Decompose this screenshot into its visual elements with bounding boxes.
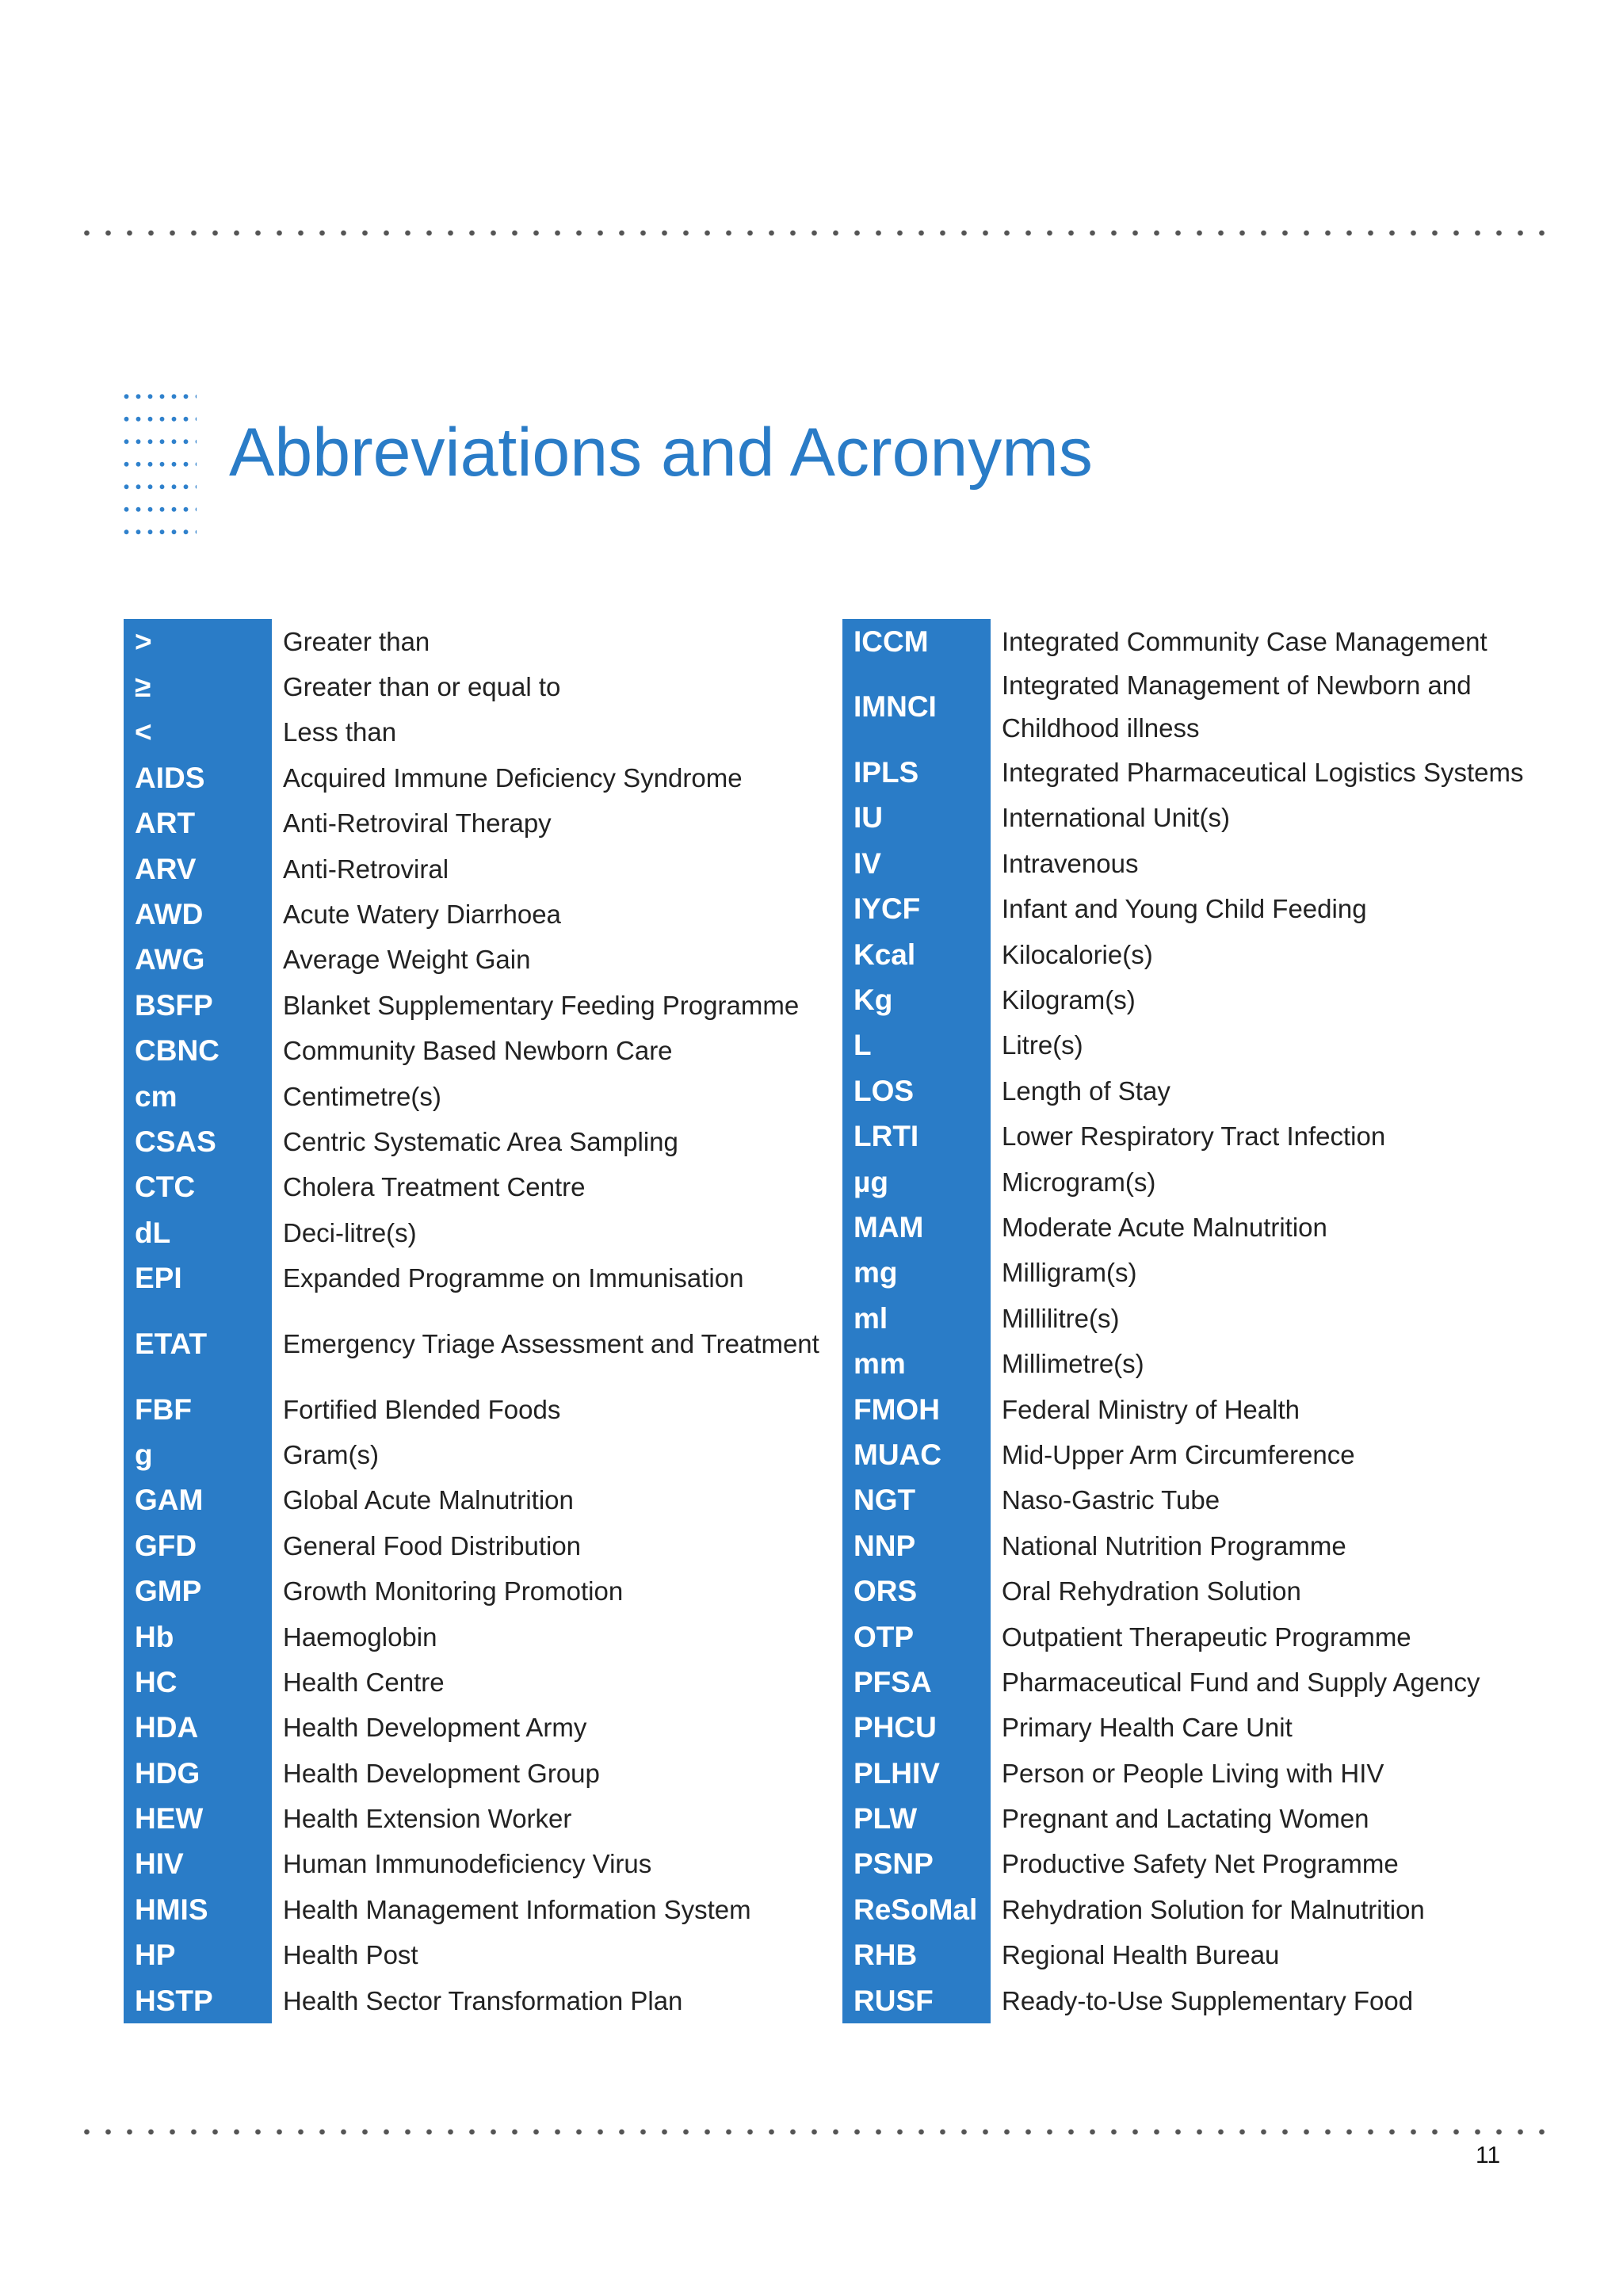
abbreviation-definition: Milligram(s) bbox=[1002, 1258, 1137, 1288]
abbreviation-term: mg bbox=[842, 1251, 991, 1296]
abbreviation-term: ART bbox=[124, 801, 272, 846]
abbreviation-term: > bbox=[124, 619, 272, 664]
abbreviation-definition: Pregnant and Lactating Women bbox=[1002, 1804, 1369, 1834]
abbreviation-term: HIV bbox=[124, 1842, 272, 1887]
glossary-row bbox=[124, 1842, 845, 1887]
glossary-row bbox=[124, 1029, 845, 1074]
glossary-row bbox=[124, 755, 845, 800]
abbreviation-definition: Health Development Group bbox=[283, 1758, 600, 1788]
abbreviation-term: L bbox=[842, 1023, 991, 1068]
abbreviation-definition: Productive Safety Net Programme bbox=[1002, 1849, 1399, 1879]
glossary-row bbox=[842, 1023, 1564, 1068]
abbreviation-term: HP bbox=[124, 1933, 272, 1978]
abbreviation-definition: Greater than or equal to bbox=[283, 672, 561, 702]
abbreviation-term: RHB bbox=[842, 1933, 991, 1978]
glossary-row bbox=[124, 983, 845, 1028]
abbreviation-term: GMP bbox=[124, 1568, 272, 1614]
abbreviation-term: GAM bbox=[124, 1478, 272, 1523]
glossary-row bbox=[842, 1614, 1564, 1660]
glossary-row bbox=[842, 1660, 1564, 1705]
abbreviation-term: AWD bbox=[124, 892, 272, 937]
abbreviation-term: PHCU bbox=[842, 1706, 991, 1751]
abbreviation-term: NGT bbox=[842, 1478, 991, 1523]
glossary-row bbox=[124, 1751, 845, 1796]
abbreviation-term: dL bbox=[124, 1210, 272, 1255]
abbreviation-term: < bbox=[124, 710, 272, 755]
glossary-row bbox=[842, 1341, 1564, 1386]
abbreviation-term: µg bbox=[842, 1159, 991, 1205]
abbreviation-definition: Gram(s) bbox=[283, 1439, 379, 1469]
abbreviation-definition: Oral Rehydration Solution bbox=[1002, 1576, 1301, 1606]
abbreviation-definition: Fortified Blended Foods bbox=[283, 1394, 561, 1424]
glossary-row bbox=[842, 1933, 1564, 1978]
glossary-row bbox=[842, 1796, 1564, 1841]
abbreviation-term: CTC bbox=[124, 1165, 272, 1210]
abbreviation-definition: International Unit(s) bbox=[1002, 803, 1230, 833]
glossary-row bbox=[842, 1159, 1564, 1205]
abbreviation-term: ReSoMal bbox=[842, 1887, 991, 1932]
abbreviation-definition: Litre(s) bbox=[1002, 1030, 1083, 1060]
abbreviation-definition: Integrated Community Case Management bbox=[1002, 626, 1487, 656]
abbreviation-definition: Cholera Treatment Centre bbox=[283, 1172, 586, 1202]
glossary-row bbox=[124, 892, 845, 937]
glossary-row bbox=[124, 1614, 845, 1660]
abbreviation-term: IU bbox=[842, 796, 991, 841]
abbreviation-definition: Rehydration Solution for Malnutrition bbox=[1002, 1894, 1425, 1924]
abbreviation-definition: Health Development Army bbox=[283, 1713, 587, 1743]
abbreviation-term: NNP bbox=[842, 1523, 991, 1568]
glossary-row bbox=[124, 1255, 845, 1301]
abbreviation-definition: Human Immunodeficiency Virus bbox=[283, 1849, 652, 1879]
abbreviation-term: HSTP bbox=[124, 1978, 272, 2023]
abbreviation-term: LRTI bbox=[842, 1114, 991, 1159]
abbreviation-term: HC bbox=[124, 1660, 272, 1705]
glossary-row bbox=[124, 1165, 845, 1210]
abbreviation-definition: Health Centre bbox=[283, 1667, 445, 1697]
glossary-row bbox=[124, 1706, 845, 1751]
bottom-dotted-divider bbox=[76, 2129, 1547, 2135]
abbreviation-term: AIDS bbox=[124, 755, 272, 800]
abbreviation-term: GFD bbox=[124, 1523, 272, 1568]
abbreviation-term: ml bbox=[842, 1296, 991, 1341]
abbreviation-term: MUAC bbox=[842, 1432, 991, 1477]
abbreviation-definition: Acquired Immune Deficiency Syndrome bbox=[283, 762, 743, 793]
glossary-row bbox=[842, 1432, 1564, 1477]
glossary-row bbox=[842, 1387, 1564, 1432]
abbreviation-term: Kg bbox=[842, 977, 991, 1022]
glossary-row bbox=[842, 1068, 1564, 1114]
glossary-row bbox=[842, 1114, 1564, 1159]
abbreviation-term: Hb bbox=[124, 1614, 272, 1660]
abbreviation-definition: Health Post bbox=[283, 1940, 418, 1970]
glossary-row bbox=[124, 619, 845, 664]
glossary-row bbox=[842, 1978, 1564, 2023]
abbreviation-term: HDG bbox=[124, 1751, 272, 1796]
glossary-row bbox=[124, 1119, 845, 1164]
abbreviation-definition: Blanket Supplementary Feeding Programme bbox=[283, 990, 800, 1020]
abbreviation-term: PLHIV bbox=[842, 1751, 991, 1796]
abbreviation-definition: Regional Health Bureau bbox=[1002, 1940, 1280, 1970]
abbreviation-definition: Less than bbox=[283, 717, 397, 747]
top-dotted-divider bbox=[76, 230, 1547, 236]
abbreviation-term: MAM bbox=[842, 1205, 991, 1250]
glossary-row bbox=[124, 1568, 845, 1614]
glossary-row bbox=[124, 801, 845, 846]
abbreviation-definition: Microgram(s) bbox=[1002, 1167, 1156, 1197]
abbreviation-definition: Millilitre(s) bbox=[1002, 1303, 1120, 1333]
abbreviation-term: HEW bbox=[124, 1796, 272, 1841]
glossary-row bbox=[124, 1478, 845, 1523]
glossary-row bbox=[842, 1523, 1564, 1568]
glossary-row bbox=[842, 1205, 1564, 1250]
abbreviation-term: CBNC bbox=[124, 1029, 272, 1074]
glossary-row bbox=[124, 1210, 845, 1255]
glossary-row bbox=[842, 977, 1564, 1022]
glossary-row bbox=[842, 1251, 1564, 1296]
glossary-row bbox=[842, 664, 1564, 750]
glossary-row bbox=[842, 1887, 1564, 1932]
abbreviation-term: IV bbox=[842, 841, 991, 886]
abbreviation-definition: Federal Ministry of Health bbox=[1002, 1394, 1300, 1424]
abbreviation-definition: Haemoglobin bbox=[283, 1622, 437, 1652]
abbreviation-term: FMOH bbox=[842, 1387, 991, 1432]
abbreviation-term: PFSA bbox=[842, 1660, 991, 1705]
abbreviation-definition: Primary Health Care Unit bbox=[1002, 1713, 1293, 1743]
abbreviation-definition: Person or People Living with HIV bbox=[1002, 1758, 1384, 1788]
abbreviation-term: ORS bbox=[842, 1568, 991, 1614]
abbreviation-term: RUSF bbox=[842, 1978, 991, 2023]
abbreviation-definition: Health Extension Worker bbox=[283, 1804, 572, 1834]
abbreviation-definition: General Food Distribution bbox=[283, 1530, 582, 1561]
glossary-row bbox=[124, 1523, 845, 1568]
abbreviation-term: LOS bbox=[842, 1068, 991, 1114]
glossary-row bbox=[842, 1842, 1564, 1887]
abbreviation-definition: Greater than bbox=[283, 626, 430, 656]
abbreviation-definition: Kilocalorie(s) bbox=[1002, 939, 1153, 969]
glossary-row bbox=[842, 932, 1564, 977]
abbreviation-definition: Intravenous bbox=[1002, 848, 1139, 878]
abbreviation-term: IPLS bbox=[842, 750, 991, 795]
glossary-row bbox=[124, 1432, 845, 1477]
abbreviation-definition: Health Management Information System bbox=[283, 1894, 751, 1924]
abbreviation-definition: Ready-to-Use Supplementary Food bbox=[1002, 1985, 1414, 2015]
glossary-row bbox=[124, 1887, 845, 1932]
glossary-row bbox=[842, 841, 1564, 886]
glossary-row bbox=[124, 938, 845, 983]
glossary-row bbox=[842, 796, 1564, 841]
abbreviation-term: HMIS bbox=[124, 1887, 272, 1932]
abbreviation-definition: Average Weight Gain bbox=[283, 945, 531, 975]
glossary-row bbox=[124, 1933, 845, 1978]
abbreviation-term: ETAT bbox=[124, 1301, 272, 1387]
abbreviation-term: ≥ bbox=[124, 664, 272, 709]
abbreviation-term: PLW bbox=[842, 1796, 991, 1841]
abbreviation-term: HDA bbox=[124, 1706, 272, 1751]
abbreviation-definition: Integrated Management of Newborn and Childhood illness bbox=[1002, 670, 1472, 743]
abbreviation-term: CSAS bbox=[124, 1119, 272, 1164]
abbreviation-term: IYCF bbox=[842, 887, 991, 932]
glossary-row bbox=[124, 1074, 845, 1119]
abbreviation-term: EPI bbox=[124, 1255, 272, 1301]
abbreviation-definition: Infant and Young Child Feeding bbox=[1002, 894, 1367, 924]
abbreviation-definition: Emergency Triage Assessment and Treatment bbox=[283, 1328, 819, 1358]
abbreviation-term: BSFP bbox=[124, 983, 272, 1028]
glossary-row bbox=[842, 1751, 1564, 1796]
abbreviation-definition: Centimetre(s) bbox=[283, 1081, 441, 1111]
abbreviation-term: ARV bbox=[124, 846, 272, 892]
glossary-row bbox=[842, 1706, 1564, 1751]
glossary-row bbox=[842, 887, 1564, 932]
abbreviation-definition: Expanded Programme on Immunisation bbox=[283, 1263, 744, 1293]
abbreviation-definition: Anti-Retroviral bbox=[283, 854, 449, 884]
glossary-row bbox=[124, 1301, 845, 1387]
glossary-row bbox=[842, 619, 1564, 664]
abbreviation-term: ICCM bbox=[842, 619, 991, 664]
abbreviation-definition: National Nutrition Programme bbox=[1002, 1530, 1346, 1561]
abbreviations-column-left bbox=[124, 619, 845, 2023]
abbreviation-term: FBF bbox=[124, 1387, 272, 1432]
abbreviation-term: Kcal bbox=[842, 932, 991, 977]
abbreviation-term: cm bbox=[124, 1074, 272, 1119]
abbreviation-term: AWG bbox=[124, 938, 272, 983]
glossary-row bbox=[124, 1796, 845, 1841]
abbreviation-term: g bbox=[124, 1432, 272, 1477]
abbreviation-definition: Health Sector Transformation Plan bbox=[283, 1985, 683, 2015]
abbreviation-definition: Moderate Acute Malnutrition bbox=[1002, 1212, 1327, 1242]
abbreviation-term: PSNP bbox=[842, 1842, 991, 1887]
abbreviation-definition: Kilogram(s) bbox=[1002, 985, 1136, 1015]
abbreviation-term: OTP bbox=[842, 1614, 991, 1660]
page-number: 11 bbox=[1476, 2142, 1501, 2168]
abbreviation-definition: Length of Stay bbox=[1002, 1075, 1170, 1106]
abbreviation-definition: Millimetre(s) bbox=[1002, 1349, 1144, 1379]
abbreviations-column-right bbox=[842, 619, 1564, 2023]
glossary-row bbox=[842, 1568, 1564, 1614]
abbreviation-definition: Mid-Upper Arm Circumference bbox=[1002, 1439, 1355, 1469]
abbreviation-definition: Naso-Gastric Tube bbox=[1002, 1485, 1220, 1515]
abbreviation-definition: Outpatient Therapeutic Programme bbox=[1002, 1622, 1411, 1652]
glossary-row bbox=[842, 1478, 1564, 1523]
abbreviation-definition: Integrated Pharmaceutical Logistics Systems bbox=[1002, 758, 1524, 788]
page-title: Abbreviations and Acronyms bbox=[229, 415, 1093, 491]
glossary-row bbox=[842, 750, 1564, 795]
abbreviation-term: mm bbox=[842, 1341, 991, 1386]
abbreviation-definition: Growth Monitoring Promotion bbox=[283, 1576, 624, 1606]
abbreviation-term: IMNCI bbox=[842, 664, 991, 750]
abbreviation-definition: Pharmaceutical Fund and Supply Agency bbox=[1002, 1667, 1480, 1697]
abbreviation-definition: Community Based Newborn Care bbox=[283, 1036, 673, 1066]
glossary-row bbox=[124, 1660, 845, 1705]
abbreviation-definition: Anti-Retroviral Therapy bbox=[283, 808, 552, 839]
glossary-row bbox=[124, 664, 845, 709]
abbreviation-definition: Deci-litre(s) bbox=[283, 1217, 417, 1247]
glossary-row bbox=[124, 710, 845, 755]
abbreviation-definition: Centric Systematic Area Sampling bbox=[283, 1126, 678, 1156]
glossary-row bbox=[842, 1296, 1564, 1341]
abbreviation-definition: Lower Respiratory Tract Infection bbox=[1002, 1121, 1386, 1152]
glossary-row bbox=[124, 846, 845, 892]
glossary-row bbox=[124, 1978, 845, 2023]
abbreviation-definition: Global Acute Malnutrition bbox=[283, 1485, 574, 1515]
abbreviation-definition: Acute Watery Diarrhoea bbox=[283, 900, 561, 930]
glossary-row bbox=[124, 1387, 845, 1432]
title-dot-grid-decoration bbox=[120, 385, 197, 550]
